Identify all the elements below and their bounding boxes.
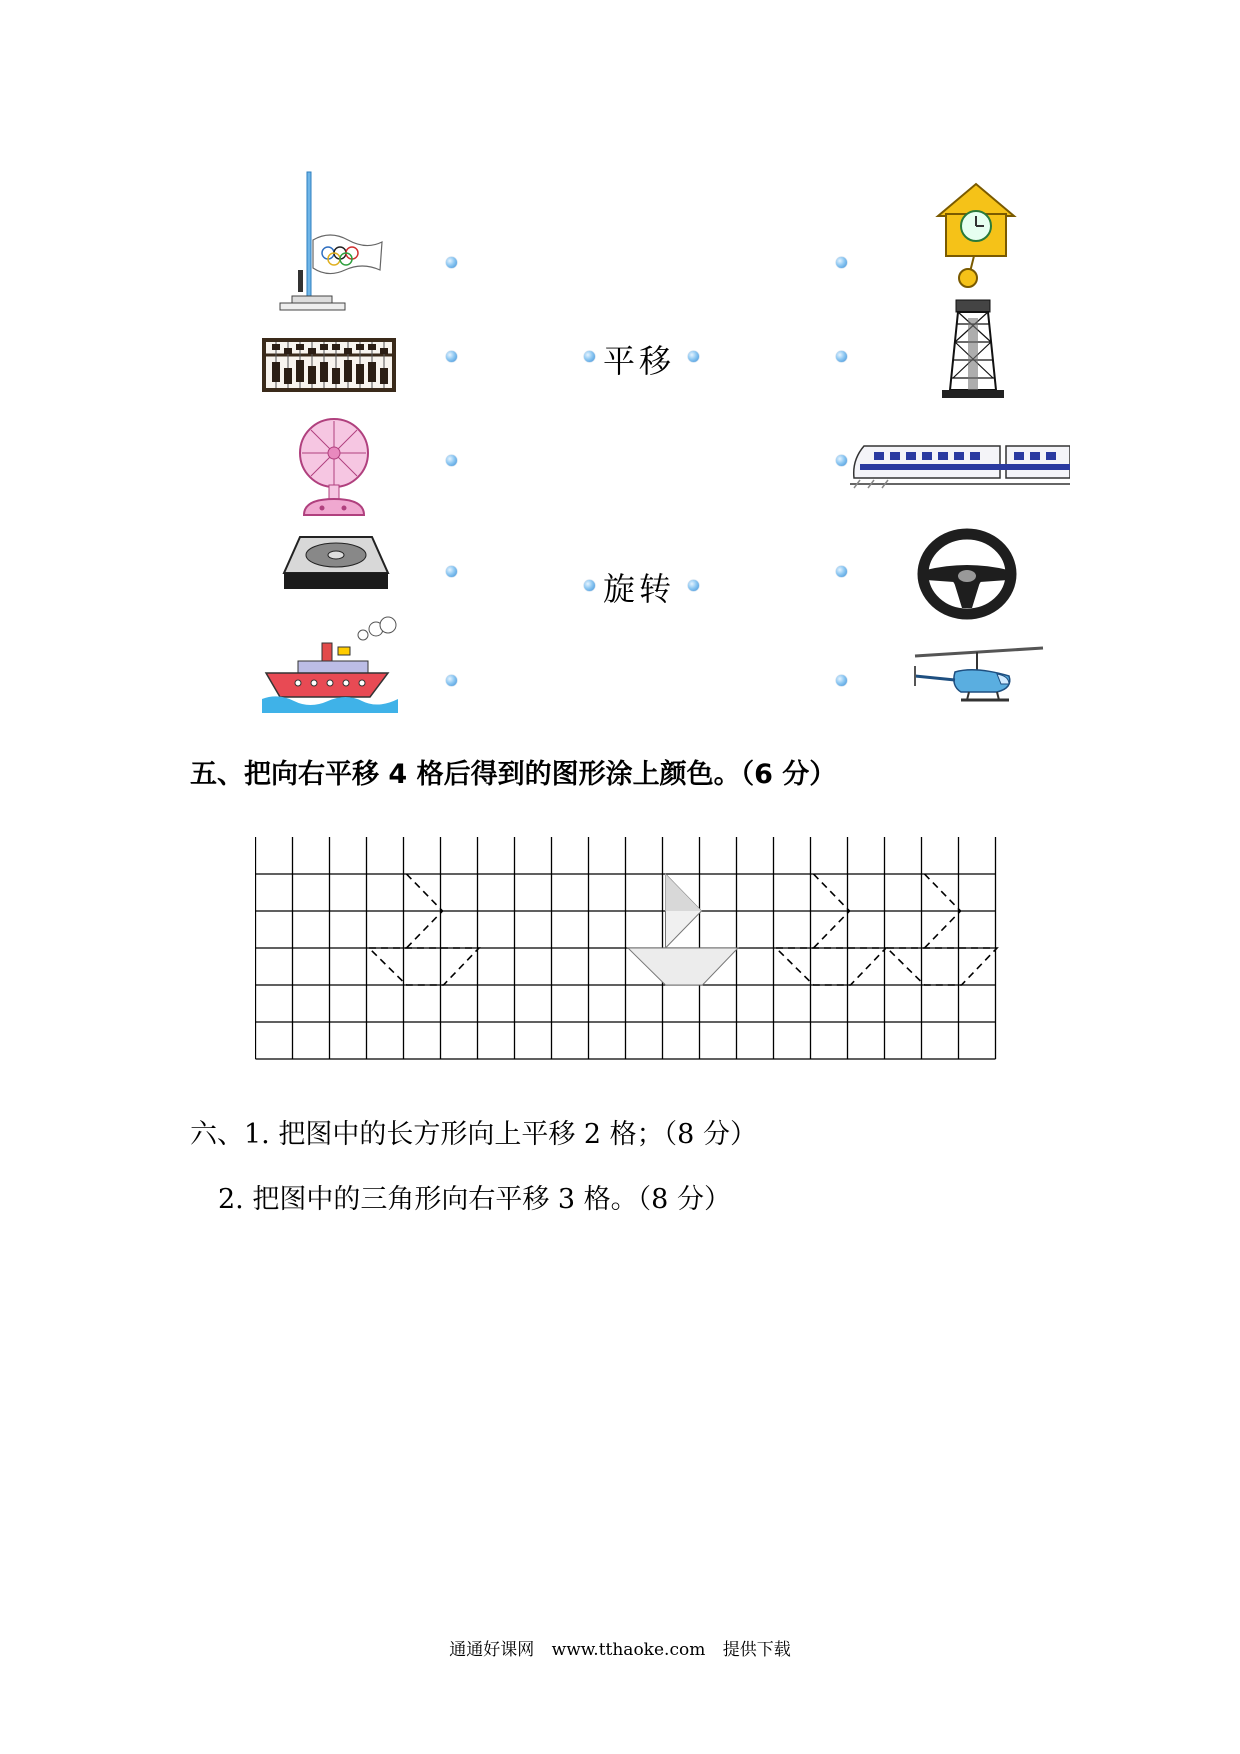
- steering-wheel-icon: [912, 528, 1022, 623]
- cd-player-icon: [280, 533, 392, 593]
- olympic-flag-icon: [270, 170, 385, 315]
- question6-part1: 六、1. 把图中的长方形向上平移 2 格；（8 分）: [190, 1119, 757, 1150]
- right-dot-2[interactable]: [836, 351, 847, 362]
- left-dot-1[interactable]: [446, 257, 457, 268]
- candidate-shape-b-hull: [776, 948, 886, 985]
- desk-fan-icon: [292, 415, 377, 520]
- ship-icon: [258, 615, 403, 715]
- translation-grid[interactable]: [255, 835, 1005, 1065]
- left-dot-5[interactable]: [446, 675, 457, 686]
- right-dot-5[interactable]: [836, 675, 847, 686]
- right-dot-4[interactable]: [836, 566, 847, 577]
- footer-url[interactable]: www.tthaoke.com: [551, 1640, 706, 1660]
- category-dot-right-translate[interactable]: [688, 351, 699, 362]
- candidate-shape-a-hull: [369, 948, 479, 985]
- footer-suffix: 提供下载: [722, 1640, 791, 1660]
- right-dot-3[interactable]: [836, 455, 847, 466]
- question5-title: 五、把向右平移 4 格后得到的图形涂上颜色。（6 分）: [190, 759, 837, 790]
- candidate-shape-c-hull: [887, 948, 997, 985]
- category-dot-right-rotate[interactable]: [688, 580, 699, 591]
- oil-derrick-icon: [938, 298, 1008, 400]
- train-icon: [850, 438, 1070, 490]
- original-boat-shape: [628, 874, 738, 985]
- cuckoo-clock-icon: [932, 180, 1022, 290]
- left-dot-2[interactable]: [446, 351, 457, 362]
- category-dot-left-translate[interactable]: [584, 351, 595, 362]
- page-footer: [0, 1635, 1240, 1660]
- abacus-icon: [262, 338, 397, 393]
- left-dot-4[interactable]: [446, 566, 457, 577]
- right-dot-1[interactable]: [836, 257, 847, 268]
- category-dot-left-rotate[interactable]: [584, 580, 595, 591]
- left-dot-3[interactable]: [446, 455, 457, 466]
- helicopter-icon: [905, 640, 1050, 715]
- category-translate: 平移: [603, 342, 676, 380]
- category-rotate: 旋转: [603, 570, 676, 608]
- question6-part2: 2. 把图中的三角形向右平移 3 格。（8 分）: [218, 1184, 731, 1215]
- footer-site-name: 通通好课网: [449, 1640, 535, 1660]
